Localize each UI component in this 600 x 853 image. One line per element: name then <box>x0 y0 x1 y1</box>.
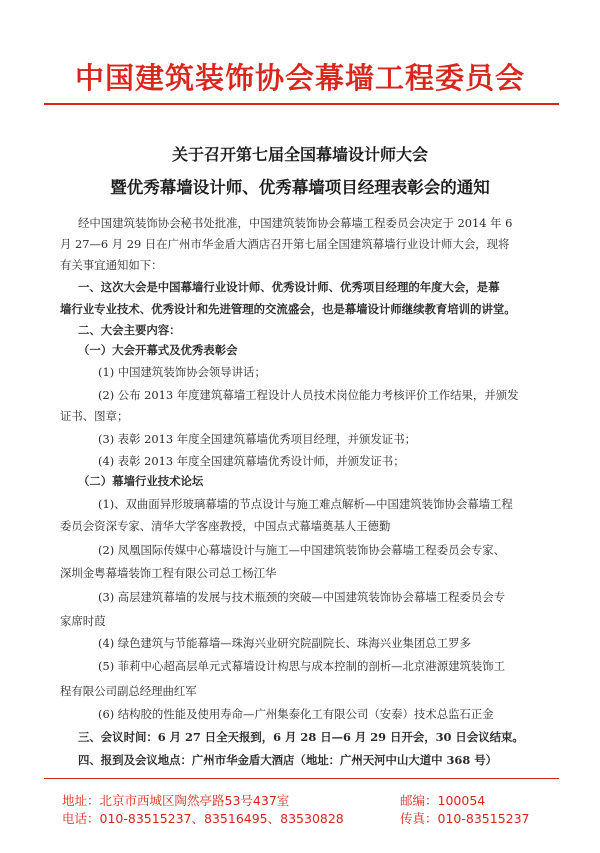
footer-postcode <box>400 791 485 809</box>
list-item: (3) 表彰 2013 年度全国建筑幕墙优秀项目经理，并颁发证书； <box>98 432 416 446</box>
list-item: (6) 结构胶的性能及使用寿命—广州集泰化工有限公司（安泰）技术总监石正金 <box>98 707 494 721</box>
list-item: (4) 表彰 2013 年度全国建筑幕墙优秀设计师，并颁发证书； <box>98 454 405 468</box>
letterhead-divider <box>44 103 559 105</box>
body-line: 一、这次大会是中国幕墙行业设计师、优秀设计师、优秀项目经理的年度大会，是幕 <box>78 280 500 294</box>
footer-address <box>62 791 289 809</box>
letterhead-organization: 中国建筑装饰协会幕墙工程委员会 <box>74 61 525 95</box>
footer-postcode-label: 邮编： <box>400 793 438 808</box>
body-line: 有关事宜通知如下： <box>60 258 163 272</box>
footer-phone-label: 电话： <box>62 811 100 826</box>
footer-phone-value: 010-83515237、83516495、83530828 <box>99 811 344 826</box>
list-item-continued: 委员会资深专家、清华大学客座教授，中国点式幕墙奠基人王德勤 <box>60 519 391 533</box>
list-item: (2) 凤凰国际传媒中心幕墙设计与施工—中国建筑装饰协会幕墙工程委员会专家、 <box>98 543 506 557</box>
footer-address-label: 地址： <box>62 793 100 808</box>
list-item-continued: 家席时葭 <box>60 614 106 628</box>
list-item: (2) 公布 2013 年度建筑幕墙工程设计人员技术岗位能力考核评价工作结果，并颁发 <box>98 388 519 402</box>
notice-title-line2: 暨优秀幕墙设计师、优秀幕墙项目经理表彰会的通知 <box>110 178 490 197</box>
footer-fax-label: 传真： <box>400 811 438 826</box>
list-item: (1)、双曲面异形玻璃幕墙的节点设计与施工难点解析—中国建筑装饰协会幕墙工程 <box>98 497 513 511</box>
footer-divider <box>44 778 559 779</box>
notice-title-line1: 关于召开第七届全国幕墙设计师大会 <box>171 145 428 164</box>
footer-postcode-value: 100054 <box>437 793 486 808</box>
subsection-heading: （二）幕墙行业技术论坛 <box>78 474 204 488</box>
body-line: 月 27—6 月 29 日在广州市华金盾大酒店召开第七届全国建筑幕墙行业设计师大会，现将 <box>60 237 510 251</box>
list-item: (5) 菲莉中心超高层单元式幕墙设计构思与成本控制的剖析—北京港源建筑装饰工 <box>98 659 506 673</box>
list-item-continued: 证书、图章； <box>60 409 129 423</box>
section-heading: 四、报到及会议地点：广州市华金盾大酒店（地址：广州天河中山大道中 368 号） <box>78 753 497 767</box>
list-item: (4) 绿色建筑与节能幕墙—珠海兴业研究院副院长、珠海兴业集团总工罗多 <box>98 636 471 650</box>
footer-fax <box>400 809 530 827</box>
footer-fax-value: 010-83515237 <box>437 811 530 826</box>
subsection-heading: （一）大会开幕式及优秀表彰会 <box>78 343 238 357</box>
footer-phone <box>62 809 344 827</box>
list-item: (3) 高层建筑幕墙的发展与技术瓶颈的突破—中国建筑装饰协会幕墙工程委员会专 <box>98 590 506 604</box>
footer-address-value: 北京市西城区陶然亭路53号437室 <box>99 793 290 808</box>
body-line: 墙行业专业技术、优秀设计和先进管理的交流盛会，也是幕墙设计师继续教育培训的讲堂。 <box>60 302 516 316</box>
list-item-continued: 程有限公司副总经理曲红军 <box>60 684 197 698</box>
body-line: 经中国建筑装饰协会秘书处批准，中国建筑装饰协会幕墙工程委员会决定于 2014 年 6 <box>78 216 513 230</box>
section-heading: 二、大会主要内容： <box>78 323 181 337</box>
list-item: (1) 中国建筑装饰协会领导讲话； <box>98 365 266 379</box>
section-heading: 三、会议时间：6 月 27 日全天报到，6 月 28 日—6 月 29 日开会，30 日会议结束。 <box>78 730 524 744</box>
list-item-continued: 深圳金粤幕墙装饰工程有限公司总工杨江华 <box>60 566 277 580</box>
